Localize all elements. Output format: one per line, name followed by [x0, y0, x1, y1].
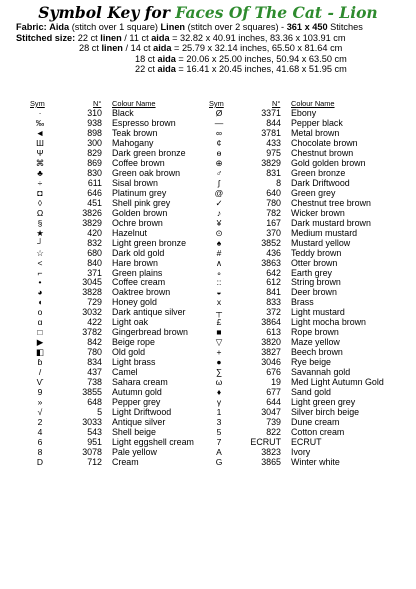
symbol: □: [37, 327, 43, 338]
thread-number: 898: [87, 127, 102, 138]
colour-name: Light oak: [112, 317, 149, 328]
symbol: A: [216, 446, 222, 457]
thread-number: 451: [87, 197, 102, 208]
thread-number: ECRUT: [250, 436, 281, 447]
colour-name: Light mocha brown: [291, 317, 366, 328]
thread-number: 938: [87, 117, 102, 128]
symbol: ✓: [215, 197, 223, 208]
colour-name: Beige rope: [112, 337, 155, 348]
thread-number: 644: [266, 397, 281, 408]
thread-number: 841: [266, 287, 281, 298]
symbol: @: [214, 187, 224, 198]
symbol: ◧: [35, 347, 45, 358]
symbol: 3: [216, 417, 222, 428]
thread-number: 300: [87, 137, 102, 148]
symbol: o: [37, 307, 43, 318]
colour-name: Green oak brown: [112, 167, 181, 178]
thread-number: 3781: [261, 127, 281, 138]
colour-name: Teddy brown: [291, 247, 342, 258]
symbol: •: [38, 277, 42, 288]
thread-number: 831: [266, 167, 281, 178]
thread-number: 844: [266, 117, 281, 128]
thread-number: 3078: [82, 446, 102, 457]
symbol: ∧: [215, 257, 223, 268]
symbol: ▽: [215, 337, 223, 348]
colour-name: Light green grey: [291, 397, 356, 408]
colour-name: Golden brown: [112, 207, 168, 218]
linen-note: (stitch over 2 squares) -: [187, 22, 285, 32]
colour-name: Rope brown: [291, 327, 339, 338]
symbol: ◕: [37, 287, 43, 298]
stitches-suffix: Stitches: [330, 22, 363, 32]
symbol: 5: [216, 427, 222, 437]
fabric-label: Fabric:: [16, 22, 47, 32]
colour-name: Autumn gold: [112, 387, 162, 398]
colour-name: Chocolate brown: [291, 137, 358, 148]
thread-number: 676: [266, 367, 281, 378]
colour-name: Med Light Autumn Gold: [291, 377, 384, 388]
symbol: ●: [216, 357, 222, 368]
symbol: ♪: [216, 207, 222, 218]
thread-number: 712: [87, 456, 102, 467]
size-fabric: linen: [100, 32, 122, 43]
symbol: ♠: [216, 237, 222, 248]
symbol: ⌐: [37, 267, 43, 278]
colour-name: Shell pink grey: [112, 197, 171, 208]
colour-name: Light mustard: [291, 307, 345, 318]
colour-name: Dark Driftwood: [291, 177, 350, 188]
symbol: ☆: [36, 247, 44, 258]
symbol: Ш: [36, 137, 44, 148]
symbol: ⌘: [35, 157, 45, 168]
colour-name: Mustard yellow: [291, 237, 351, 248]
size-count: 22 ct: [135, 64, 158, 75]
symbol: 4: [37, 427, 43, 437]
thread-number: 648: [87, 397, 102, 408]
symbol: /: [38, 367, 42, 378]
colour-name: Coffee cream: [112, 277, 166, 288]
symbol: £: [216, 317, 222, 328]
thread-number: 646: [87, 187, 102, 198]
symbol: ∑: [215, 367, 223, 378]
thread-number: 437: [87, 367, 102, 378]
symbol: Ø: [215, 108, 223, 118]
aida-note: (stitch over 1 square): [71, 22, 158, 32]
colour-name: Earth grey: [291, 267, 332, 278]
header-num: N°: [272, 99, 281, 108]
colour-name: Dark mustard brown: [291, 217, 371, 228]
colour-name: Cotton cream: [291, 427, 345, 437]
thread-number: 3046: [261, 357, 281, 368]
colour-name: Pale yellow: [112, 446, 157, 457]
symbol: G: [215, 456, 223, 467]
colour-name: Sahara cream: [112, 377, 168, 388]
colour-name: Gingerbread brown: [112, 327, 188, 338]
symbol: ┘: [36, 237, 44, 248]
symbol: 9: [37, 387, 43, 398]
colour-name: Hare brown: [112, 257, 158, 268]
thread-number: 3032: [82, 307, 102, 318]
thread-number: 3865: [261, 456, 281, 467]
thread-number: 975: [266, 147, 281, 158]
size-fabric: aida: [151, 32, 170, 43]
colour-name: ECRUT: [291, 436, 322, 447]
thread-number: 420: [87, 227, 102, 238]
header-num: N°: [93, 99, 102, 108]
symbol: ┬: [215, 307, 223, 318]
symbol: +: [216, 347, 222, 358]
size-line: [16, 33, 363, 44]
symbol: 8: [37, 446, 43, 457]
thread-number: 371: [87, 267, 102, 278]
colour-name: Maze yellow: [291, 337, 340, 348]
symbol: ◖: [37, 297, 43, 308]
symbol: ∞: [215, 127, 223, 138]
colour-name: Savannah gold: [291, 367, 351, 378]
colour-name: Sand gold: [291, 387, 331, 398]
thread-number: 3829: [261, 157, 281, 168]
colour-name: String brown: [291, 277, 341, 288]
thread-number: 3782: [82, 327, 102, 338]
colour-name: Brass: [291, 297, 314, 308]
colour-name: Winter white: [291, 456, 340, 467]
thread-number: 3863: [261, 257, 281, 268]
thread-number: 19: [271, 377, 281, 388]
thread-number: 680: [87, 247, 102, 258]
thread-number: 833: [266, 297, 281, 308]
symbol: 6: [37, 436, 43, 447]
symbol: §: [37, 217, 43, 228]
colour-name: Coffee brown: [112, 157, 165, 168]
colour-name: Green plains: [112, 267, 163, 278]
colour-name: Black: [112, 108, 134, 118]
thread-number: 832: [87, 237, 102, 248]
symbol: Ѵ: [36, 377, 44, 388]
thread-number: 3852: [261, 237, 281, 248]
size-dimensions: = 20.06 x 25.00 inches, 50.94 x 63.50 cm: [175, 53, 347, 64]
thread-number: 433: [266, 137, 281, 148]
thread-number: 782: [266, 207, 281, 218]
thread-number: 729: [87, 297, 102, 308]
symbol: ♦: [216, 387, 222, 398]
colour-name: Green grey: [291, 187, 336, 198]
symbol: ◊: [37, 197, 43, 208]
symbol: ɑ: [37, 317, 43, 328]
size-count: 18 ct: [135, 53, 158, 64]
thread-number: 5: [97, 407, 102, 418]
colour-name: Wicker brown: [291, 207, 345, 218]
colour-name: Dark old gold: [112, 247, 165, 258]
symbol: —: [214, 117, 224, 128]
symbol: 7: [216, 436, 222, 447]
colour-name: Light eggshell cream: [112, 436, 194, 447]
thread-number: 642: [266, 267, 281, 278]
size-count: 28 ct: [79, 43, 102, 54]
size-dimensions: = 16.41 x 20.45 inches, 41.68 x 51.95 cm: [175, 64, 347, 75]
symbol: ∘: [216, 267, 222, 278]
symbol: ▶: [36, 337, 44, 348]
colour-name: Ebony: [291, 108, 317, 118]
colour-name: Ivory: [291, 446, 311, 457]
thread-number: 3828: [82, 287, 102, 298]
colour-name: Mahogany: [112, 137, 154, 148]
thread-number: 3829: [82, 217, 102, 228]
pattern-name: Faces Of The Cat - Lion: [175, 3, 378, 22]
thread-number: 822: [266, 427, 281, 437]
symbol: <: [37, 257, 43, 268]
size-line: [16, 54, 363, 65]
size-fabric: aida: [157, 64, 176, 75]
colour-name: Deer brown: [291, 287, 337, 298]
size-fabric: aida: [157, 53, 176, 64]
symbol: γ: [216, 397, 222, 408]
colour-name: Otter brown: [291, 257, 338, 268]
thread-number: 834: [87, 357, 102, 368]
size-count: 22 ct: [77, 32, 101, 43]
colour-name: Rye beige: [291, 357, 331, 368]
symbol: ÷: [37, 177, 43, 188]
colour-name: Green bronze: [291, 167, 346, 178]
thread-number: 640: [266, 187, 281, 198]
colour-name: Light Driftwood: [112, 407, 172, 418]
header-sym: Sym: [209, 99, 224, 108]
linen-label: Linen: [160, 22, 186, 32]
symbol: Ω: [36, 207, 44, 218]
symbol: ·: [38, 108, 42, 118]
thread-number: 829: [87, 147, 102, 158]
symbol: ¥: [216, 217, 222, 228]
symbol: ʃ: [218, 177, 220, 188]
symbol: ★: [36, 227, 44, 238]
thread-number: 3826: [82, 207, 102, 218]
colour-name: Camel: [112, 367, 138, 378]
thread-number: 739: [266, 417, 281, 428]
symbol: ◘: [37, 187, 43, 198]
symbol: ⊙: [215, 227, 223, 238]
thread-number: 422: [87, 317, 102, 328]
colour-name: Pepper grey: [112, 397, 161, 408]
symbol: √: [37, 407, 43, 418]
thread-number: 611: [87, 177, 102, 188]
colour-name: Medium mustard: [291, 227, 358, 238]
thread-number: 842: [87, 337, 102, 348]
symbol: ♣: [37, 167, 43, 178]
thread-number: 738: [87, 377, 102, 388]
colour-name: Pepper black: [291, 117, 343, 128]
thread-number: 3033: [82, 417, 102, 428]
colour-name: Ochre brown: [112, 217, 163, 228]
size-fabric: aida: [153, 43, 172, 54]
header-colour-name: Colour Name: [291, 99, 335, 108]
symbol: ♂: [215, 167, 223, 178]
colour-name: Dune cream: [291, 417, 340, 428]
fabric-line: [16, 22, 363, 33]
thread-number: 370: [266, 227, 281, 238]
thread-number: 840: [87, 257, 102, 268]
colour-name: Gold golden brown: [291, 157, 366, 168]
thread-number: 780: [87, 347, 102, 358]
colour-name: Teak brown: [112, 127, 158, 138]
header-colour-name: Colour Name: [112, 99, 156, 108]
colour-name: Chestnut brown: [291, 147, 354, 158]
aida-label: Aida: [49, 22, 70, 32]
colour-name: Espresso brown: [112, 117, 176, 128]
thread-number: 613: [266, 327, 281, 338]
symbol: 2: [37, 417, 43, 428]
thread-number: 310: [87, 108, 102, 118]
thread-number: 677: [266, 387, 281, 398]
size-dimensions: = 25.79 x 32.14 inches, 65.50 x 81.64 cm: [171, 43, 343, 54]
thread-number: 3864: [261, 317, 281, 328]
size-count: / 14 ct: [122, 43, 154, 54]
header-sym: Sym: [30, 99, 45, 108]
thread-number: 3827: [261, 347, 281, 358]
colour-name: Light brass: [112, 357, 156, 368]
size-count: / 11 ct: [121, 32, 152, 43]
symbol: ::: [216, 277, 222, 288]
thread-number: 3047: [261, 407, 281, 418]
symbol: ◄: [35, 127, 45, 138]
colour-name: Chestnut tree brown: [291, 197, 371, 208]
symbol: ◒: [216, 287, 222, 298]
symbol: x: [216, 297, 222, 308]
colour-name: Dark green bronze: [112, 147, 186, 158]
symbol: ‰: [35, 117, 45, 128]
colour-name: Shell beige: [112, 427, 156, 437]
thread-number: 543: [87, 427, 102, 437]
thread-number: 3371: [261, 108, 281, 118]
thread-number: 951: [87, 436, 102, 447]
thread-number: 372: [266, 307, 281, 318]
thread-number: 8: [276, 177, 281, 188]
symbol: 1: [216, 407, 222, 418]
symbol: Ψ: [36, 147, 44, 158]
colour-name: Platinum grey: [112, 187, 167, 198]
symbol: D: [36, 456, 44, 467]
thread-number: 780: [266, 197, 281, 208]
thread-number: 869: [87, 157, 102, 168]
colour-name: Old gold: [112, 347, 146, 358]
symbol: ¢: [216, 137, 222, 148]
size-dimensions: = 32.82 x 40.91 inches, 83.36 x 103.91 cm: [169, 32, 346, 43]
thread-number: 3820: [261, 337, 281, 348]
stitch-count: 361 x 450: [286, 22, 328, 32]
size-fabric: linen: [101, 43, 123, 54]
symbol: ɵ: [216, 147, 222, 158]
thread-number: 830: [87, 167, 102, 178]
symbol: #: [216, 247, 222, 258]
colour-name: Oaktree brown: [112, 287, 171, 298]
colour-name: Dark antique silver: [112, 307, 186, 318]
size-label: Stitched size:: [16, 32, 76, 43]
symbol: ⊕: [215, 157, 223, 168]
thread-number: 167: [266, 217, 281, 228]
page-title: [0, 3, 416, 22]
symbol: »: [37, 397, 43, 408]
size-line: [16, 64, 363, 75]
title-prefix: Symbol Key for: [38, 3, 176, 22]
symbol: ω: [215, 377, 223, 388]
size-line: [16, 43, 363, 54]
thread-number: 612: [266, 277, 281, 288]
thread-number: 3045: [82, 277, 102, 288]
symbol: ■: [216, 327, 222, 338]
colour-name: Beech brown: [291, 347, 343, 358]
colour-name: Metal brown: [291, 127, 340, 138]
thread-number: 436: [266, 247, 281, 258]
fabric-info: [16, 22, 363, 75]
colour-name: Light green bronze: [112, 237, 187, 248]
colour-name: Antique silver: [112, 417, 166, 428]
colour-name: Silver birch beige: [291, 407, 360, 418]
colour-name: Sisal brown: [112, 177, 158, 188]
symbol: ɓ: [37, 357, 43, 368]
thread-number: 3823: [261, 446, 281, 457]
colour-name: Cream: [112, 456, 139, 467]
thread-number: 3855: [82, 387, 102, 398]
colour-name: Honey gold: [112, 297, 157, 308]
colour-name: Hazelnut: [112, 227, 148, 238]
